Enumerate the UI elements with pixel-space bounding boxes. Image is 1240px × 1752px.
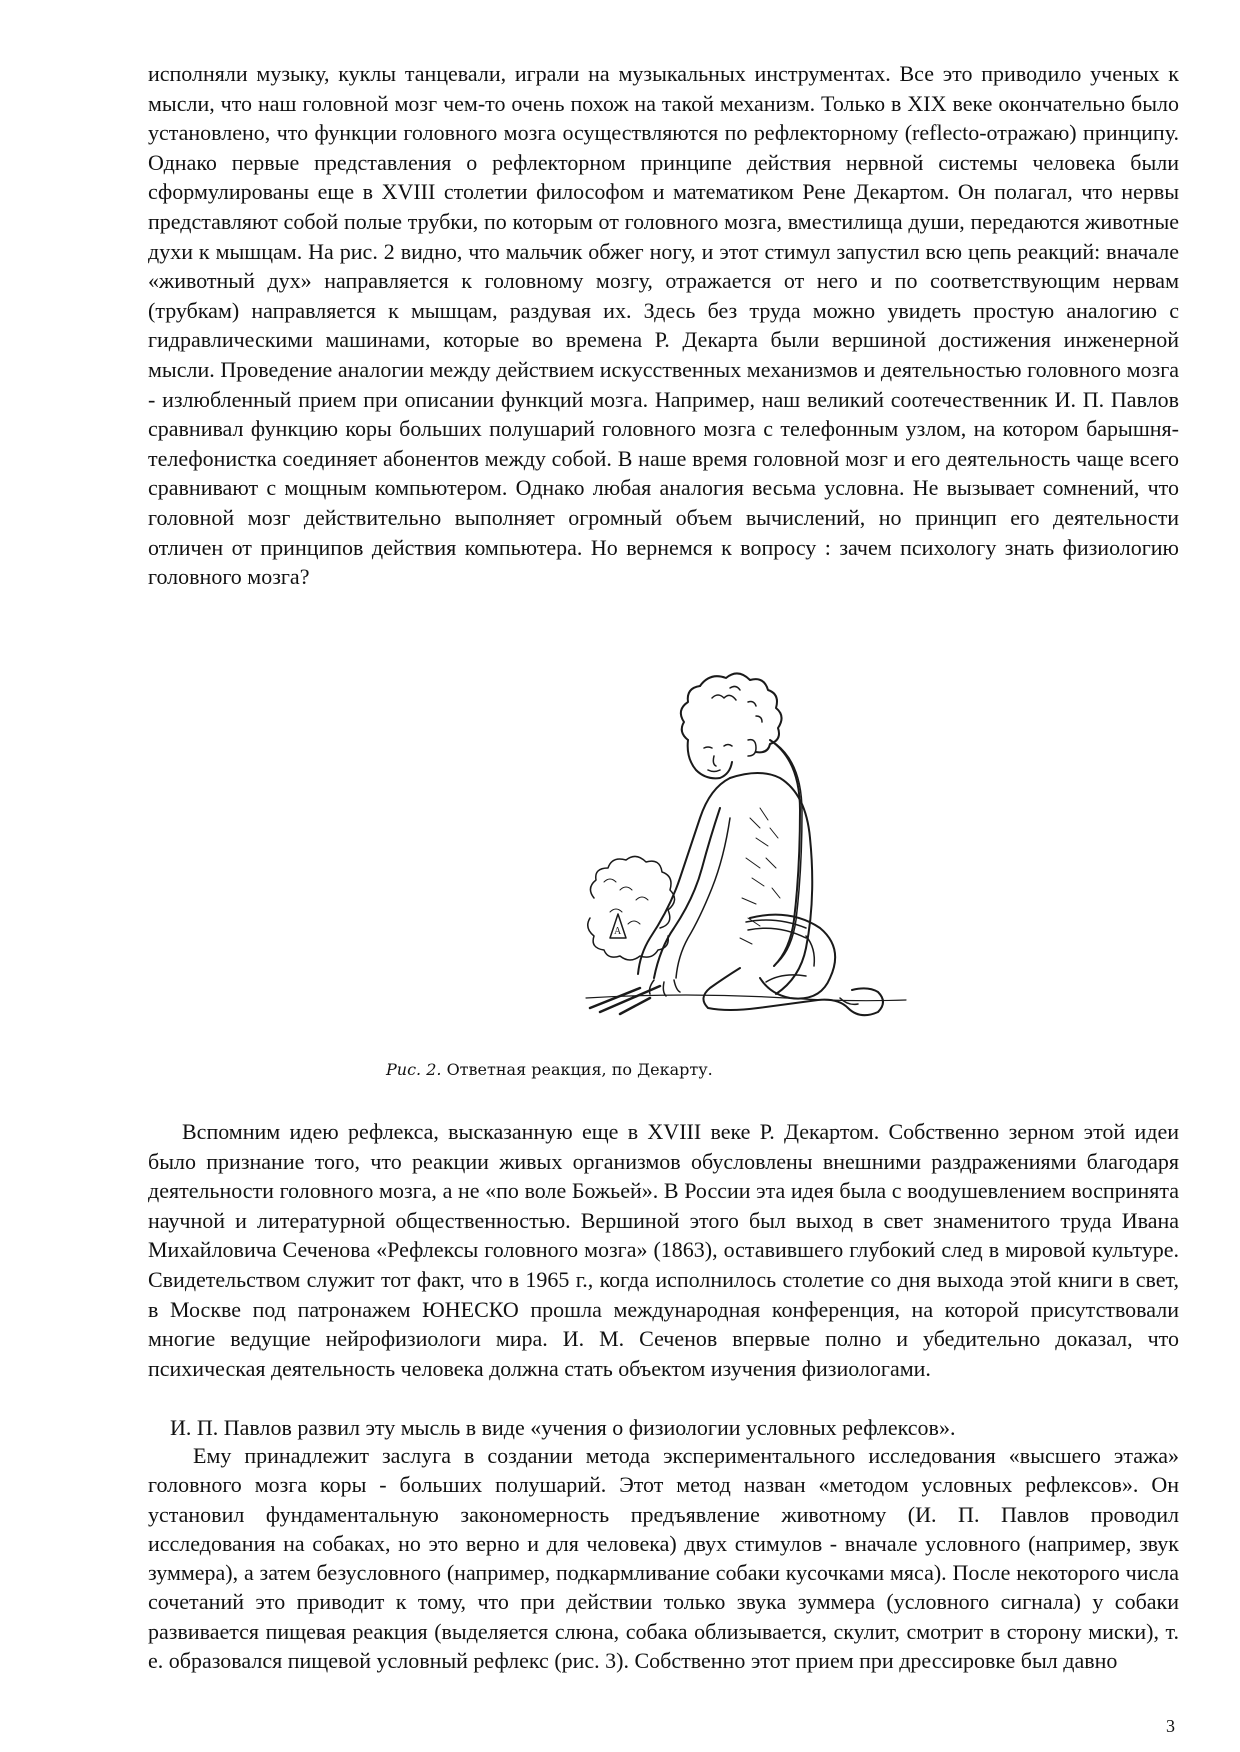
- figure-caption-label: Рис. 2.: [386, 1060, 442, 1079]
- paragraph-3: И. П. Павлов развил эту мысль в виде «учения о физиологии условных рефлексов».: [170, 1415, 956, 1440]
- figure-caption-text: Ответная реакция, по Декарту.: [446, 1060, 713, 1079]
- fire-illustration: [588, 856, 675, 1014]
- svg-text:A: A: [614, 926, 622, 937]
- page-number: 3: [1166, 1716, 1175, 1736]
- nerve-tube: [770, 740, 800, 966]
- paragraph-2: Вспомним идею рефлекса, высказанную еще в XVIII веке Р. Декартом. Собственно зерном этой идеи было признание того, что реакции живых организмов обусловлены внешними раздражениями благодаря деятельности головного мозга, а не «по воле Божьей». В России эта идея была с воодушевлением воспринята научной и литературной общественностью. Вершиной этого был выход в свет знаменитого труда Ивана Михайловича Сеченова «Рефлексы головного мозга» (1863), оставившего глубокий след в мировой культуре. Свидетельством служит тот факт, что в 1965 г., когда исполнилось столетие со дня выхода этой книги в свет, в Москве под патронажем ЮНЕСКО прошла международная конференция, на которой присутствовали многие ведущие нейрофизиологи мира. И. М. Сеченов впервые полно и убедительно доказал, что психическая деятельность человека должна стать объектом изучения физиологами.: [148, 1119, 1179, 1381]
- figure-caption: [386, 1060, 713, 1079]
- paragraph-4: Ему принадлежит заслуга в создании метода экспериментального исследования «высшего этажа» головного мозга коры - больших полушарий. Этот метод назван «методом условных рефлексов». Он установил фундаментальную закономерность предъявление животному (И. П. Павлов проводил исследования на собаках, но это верно и для человека) двух стимулов - вначале условного (например, звук зуммера), а затем безусловного (например, подкармливание собаки кусочками мяса). После некоторого числа сочетаний это приводит к тому, что при действии только звука зуммера (условного сигнала) у собаки развивается пищевая реакция (выделяется слюна, собака облизывается, скулит, смотрит в сторону миски), т. е. образовался пищевой условный рефлекс (рис. 3). Собственно этот прием при дрессировке был давно: [148, 1443, 1179, 1674]
- descartes-reflex-illustration: [580, 668, 910, 1043]
- paragraph-1: исполняли музыку, куклы танцевали, играли на музыкальных инструментах. Все это приводило ученых к мысли, что наш головной мозг чем-то очень похож на такой механизм. Только в XIX веке окончательно было установлено, что функции головного мозга осуществляются по рефлекторному (reflecto-отражаю) принципу. Однако первые представления о рефлекторном принципе действия нервной системы человека были сформулированы еще в XVIII столетии философом и математиком Рене Декартом. Он полагал, что нервы представляют собой полые трубки, по которым от головного мозга, вместилища души, передаются животные духи к мышцам. На рис. 2 видно, что мальчик обжег ногу, и этот стимул запустил всю цепь реакций: вначале «животный дух» направляется к головному мозгу, отражается от него и по соответствующим нервам (трубкам) направляется к мышцам, раздувая их. Здесь без труда можно увидеть простую аналогию с гидравлическими машинами, которые во времена Р. Декарта были вершиной достижения инженерной мысли. Проведение аналогии между действием искусственных механизмов и деятельностью головного мозга - излюбленный прием при описании функций мозга. Например, наш великий соотечественник И. П. Павлов сравнивал функцию коры больших полушарий головного мозга с телефонным узлом, на котором барышня-телефонистка соединяет абонентов между собой. В наше время головной мозг и его деятельность чаще всего сравнивают с мощным компьютером. Однако любая аналогия весьма условна. Не вызывает сомнений, что головной мозг действительно выполняет огромный объем вычислений, но принцип его деятельности отличен от принципов действия компьютера. Но вернемся к вопросу : зачем психологу знать физиологию головного мозга?: [148, 61, 1179, 590]
